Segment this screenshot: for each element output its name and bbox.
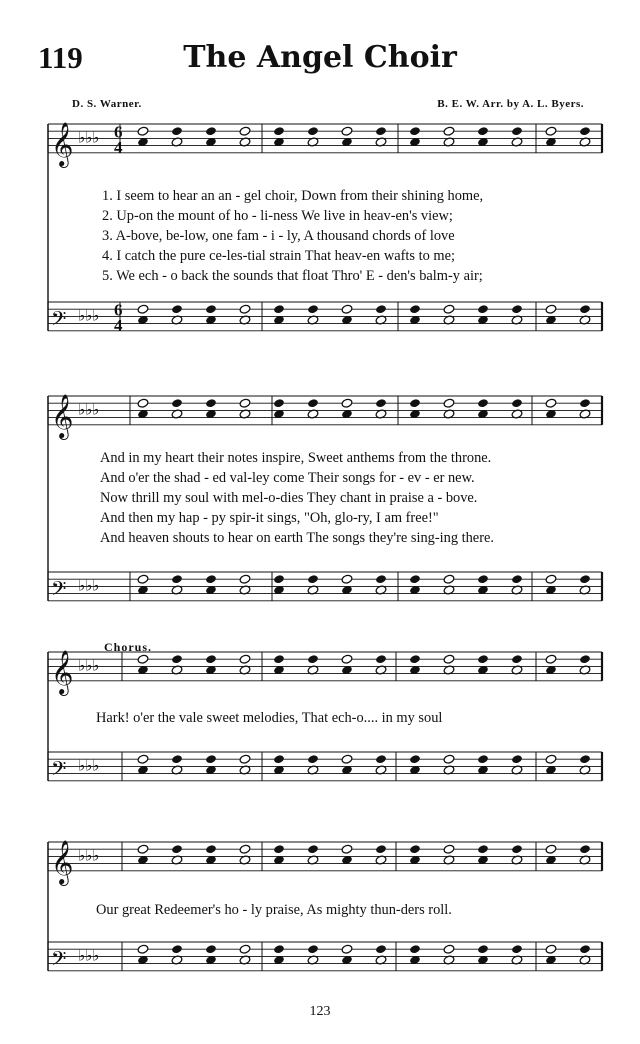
svg-text:♭♭♭: ♭♭♭ bbox=[78, 128, 100, 147]
svg-text:𝄢: 𝄢 bbox=[51, 946, 67, 975]
svg-text:6: 6 bbox=[114, 122, 123, 142]
svg-text:𝄞: 𝄞 bbox=[51, 121, 74, 166]
verse-5-line-b: And heaven shouts to hear on earth The songs they're sing-ing there. bbox=[100, 530, 494, 546]
svg-text:♭♭♭: ♭♭♭ bbox=[78, 306, 100, 325]
hymn-number: 119 bbox=[38, 40, 83, 75]
verse-3-line-b: Now thrill my soul with mel-o-dies They chant in praise a - bove. bbox=[100, 490, 478, 506]
svg-text:4: 4 bbox=[114, 315, 123, 335]
page-number: 123 bbox=[309, 1004, 331, 1019]
svg-text:6: 6 bbox=[114, 300, 123, 320]
verse-2-line-b: And o'er the shad - ed val-ley come Their songs for - ev - er new. bbox=[100, 470, 475, 486]
verse-4-line-b: And then my hap - py spir-it sings, "Oh, glo-ry, I am free!" bbox=[100, 510, 439, 526]
svg-text:𝄞: 𝄞 bbox=[51, 839, 74, 884]
svg-text:𝄞: 𝄞 bbox=[51, 393, 74, 438]
verse-1-line-b: And in my heart their notes inspire, Sweet anthems from the throne. bbox=[100, 450, 492, 466]
svg-text:♭♭♭: ♭♭♭ bbox=[78, 400, 100, 419]
author-credit: D. S. Warner. bbox=[72, 98, 142, 110]
svg-text:♭♭♭: ♭♭♭ bbox=[78, 946, 100, 965]
svg-text:𝄢: 𝄢 bbox=[51, 576, 67, 605]
verse-1-line-a: 1. I seem to hear an an - gel choir, Down from their shining home, bbox=[102, 188, 484, 204]
svg-text:♭♭♭: ♭♭♭ bbox=[78, 656, 100, 675]
chorus-line-1: Hark! o'er the vale sweet melodies, That ech-o.... in my soul bbox=[96, 710, 443, 726]
verse-2-line-a: 2. Up-on the mount of ho - li-ness We live in heav-en's view; bbox=[102, 208, 453, 224]
svg-text:4: 4 bbox=[114, 137, 123, 157]
composer-credit: B. E. W. Arr. by A. L. Byers. bbox=[437, 98, 584, 110]
svg-text:𝄢: 𝄢 bbox=[51, 756, 67, 785]
svg-text:♭♭♭: ♭♭♭ bbox=[78, 576, 100, 595]
svg-text:𝄢: 𝄢 bbox=[51, 306, 67, 335]
chorus-label: Chorus. bbox=[104, 640, 153, 654]
chorus-line-2: Our great Redeemer's ho - ly praise, As mighty thun-ders roll. bbox=[96, 902, 452, 918]
verse-3-line-a: 3. A-bove, be-low, one fam - i - ly, A thousand chords of love bbox=[102, 228, 455, 244]
svg-text:𝄞: 𝄞 bbox=[51, 649, 74, 694]
svg-text:♭♭♭: ♭♭♭ bbox=[78, 756, 100, 775]
verse-5-line-a: 5. We ech - o back the sounds that float Thro' E - den's balm-y air; bbox=[102, 268, 483, 284]
hymn-title: The Angel Choir bbox=[183, 40, 457, 75]
svg-text:♭♭♭: ♭♭♭ bbox=[78, 846, 100, 865]
verse-4-line-a: 4. I catch the pure ce-les-tial strain That heav-en wafts to me; bbox=[102, 248, 455, 264]
